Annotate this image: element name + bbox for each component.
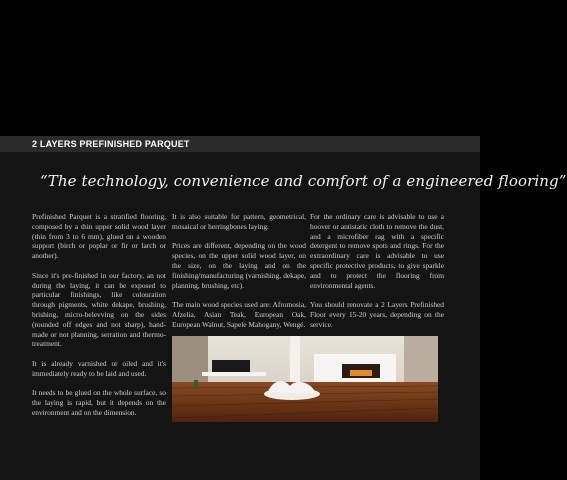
tv-screen — [212, 360, 250, 372]
text-column-1 — [32, 212, 166, 428]
pillar — [290, 336, 300, 382]
paragraph: Prices are different, depending on the wood species, on the upper solid wood layer, on the size, on the laying and on the finishing/manufacturing (varnishing, dekape, planning, brushing, etc). — [172, 241, 306, 290]
section-title: 2 LAYERS PREFINISHED PARQUET — [32, 139, 190, 149]
paragraph: The main wood species used are: Afromosia, Afzelia, Asian Teak, European Oak, European Walnut, Sapele Mahogany, Wengé. — [172, 300, 306, 329]
right-window — [404, 336, 438, 382]
tagline: “The technology, convenience and comfort of a engineered flooring” — [40, 172, 567, 190]
paragraph: It is already varnished or oiled and it's immediately ready to be laid and used. — [32, 358, 166, 378]
paragraph: Prefinished Parquet is a stratified flooring, composed by a thin upper solid wood layer (thin from 3 to 6 mm), glued on a wooden support (birch or poplar or fir or larch or another). — [32, 212, 166, 261]
paragraph: For the ordinary care is advisable to use a hoover or antistatic cloth to remove the dust, and a microfiber rag with a specific detergent to remove spots and rings. For the extraordinary care is advisable to use specific protective products, to give sparkle and to protect the flooring from environmental agents. — [310, 212, 444, 290]
text-column-3 — [310, 212, 444, 339]
paragraph: It needs to be glued on the whole surface, so the laying is rapid, but it depends on the environment and on the dimension. — [32, 388, 166, 417]
paragraph: Since it's pre-finished in our factory, an not during the laying, it can be exposed to particular finishings, like colouration through pigments, white dekape, brushing, brishing, micro-belevving on the sides (rounded off edges and not sharp), hand-made or not planning, serration and thermo-treatment. — [32, 270, 166, 349]
paragraph: It is also suitable for pattern, geometrical, mosaical or herringbones laying. — [172, 212, 306, 231]
fire-glow — [350, 370, 372, 376]
room-illustration — [172, 336, 438, 422]
left-wall-shadow — [172, 336, 208, 386]
tv-shelf — [202, 372, 266, 376]
top-black-area — [0, 0, 480, 136]
paragraph: You should renovate a 2 Layers Prefinished Floor every 15-20 years, depending on the service. — [310, 300, 444, 329]
section-header-bar — [0, 136, 480, 152]
text-column-2 — [172, 212, 306, 339]
interior-photo — [172, 336, 438, 422]
plant — [194, 380, 198, 388]
